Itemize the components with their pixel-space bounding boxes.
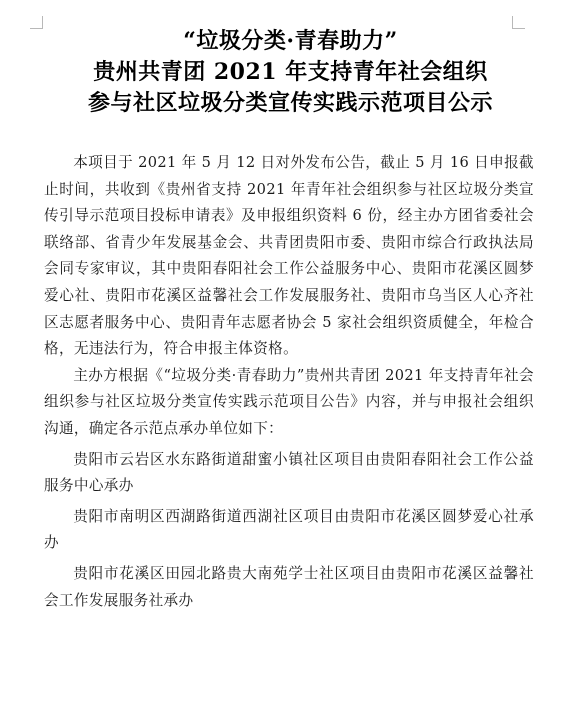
document-title bbox=[0, 26, 581, 119]
paragraph-site-3: 贵阳市花溪区田园北路贵大南苑学士社区项目由贵阳市花溪区益馨社会工作发展服务社承办 bbox=[44, 564, 534, 609]
document-body bbox=[44, 150, 534, 614]
title-line-2: 贵州共青团 2021 年支持青年社会组织 bbox=[93, 59, 488, 85]
title-line-1: “垃圾分类·青春助力” bbox=[183, 28, 398, 54]
paragraph-organizer-decision: 主办方根据《“垃圾分类·青春助力”贵州共青团 2021 年支持青年社会组织参与社区垃圾分类宣传实践示范项目公告》内容，并与申报社会组织沟通，确定各示范点承办单位如下： bbox=[44, 366, 534, 437]
paragraph-site-2: 贵阳市南明区西湖路街道西湖社区项目由贵阳市花溪区圆梦爱心社承办 bbox=[44, 507, 534, 552]
title-line-3: 参与社区垃圾分类宣传实践示范项目公示 bbox=[87, 90, 493, 116]
paragraph-announcement: 本项目于 2021 年 5 月 12 日对外发布公告，截止 5 月 16 日申报截止时间，共收到《贵州省支持 2021 年青年社会组织参与社区垃圾分类宣传引导示范项目投标申请表》及申报组织资料 6 份，经主办方团省委社会联络部、省青少年发展基金会、共青团贵阳市委、贵阳市综合行政执法局会同专家审议，其中贵阳春阳社会工作公益服务中心、贵阳市花溪区圆梦爱心社、贵阳市花溪区益馨社会工作发展服务社、贵阳市乌当区人心齐社区志愿者服务中心、贵阳青年志愿者协会 5 家社会组织资质健全，年检合格，无违法行为，符合申报主体资格。 bbox=[44, 154, 534, 358]
paragraph-site-1: 贵阳市云岩区水东路街道甜蜜小镇社区项目由贵阳春阳社会工作公益服务中心承办 bbox=[44, 450, 534, 495]
